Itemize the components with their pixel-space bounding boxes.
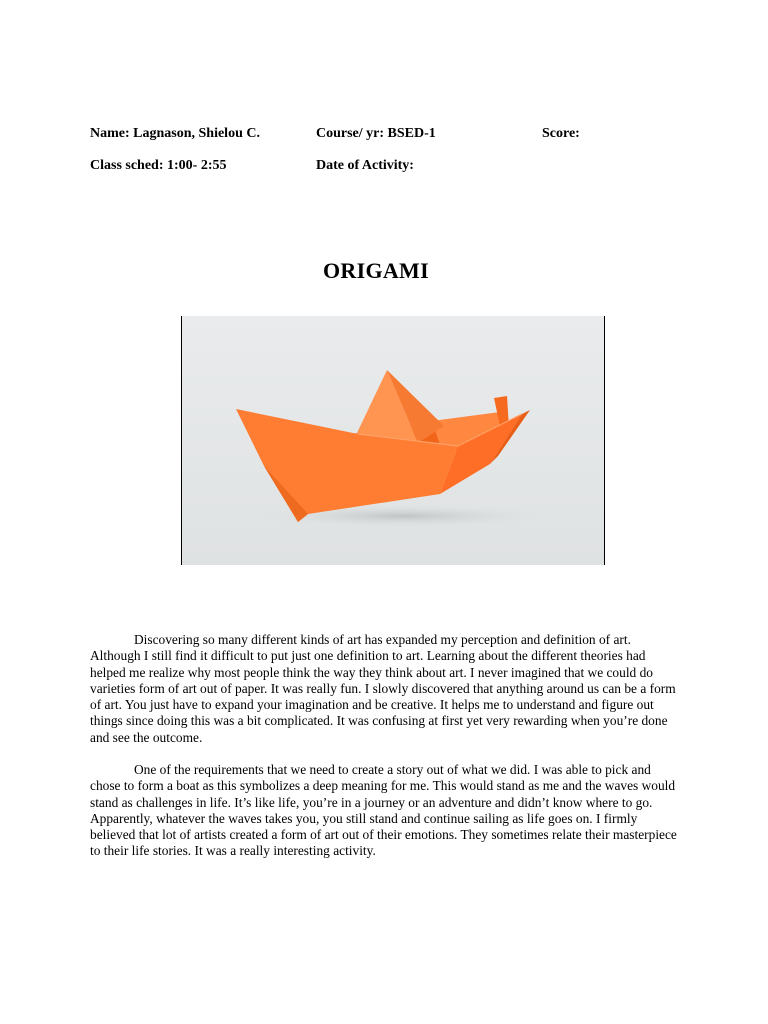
date-of-activity: Date of Activity: xyxy=(316,158,414,173)
paragraph-2: One of the requirements that we need to create a story out of what we did. I was able to pick and chose to form a boat as this symbolizes a deep meaning for me. This would stand as me and the waves would stand as challenges in life. It’s like life, you’re in a journey or an adventure and didn’t know where to go. Apparently, whatever the waves takes you, you still stand and continue sailing as life goes on. I firmly believed that lot of artists created a form of art out of their emotions. They sometimes relate their masterpiece to their life stories. It was a really interesting activity. xyxy=(90,762,677,859)
score-label: Score: xyxy=(542,126,580,141)
student-name: Name: Lagnason, Shielou C. xyxy=(90,126,260,141)
course-year: Course/ yr: BSED-1 xyxy=(316,126,436,141)
paper-boat-illustration xyxy=(182,316,605,565)
page-title: ORIGAMI xyxy=(323,258,429,283)
class-schedule: Class sched: 1:00- 2:55 xyxy=(90,158,227,173)
origami-boat-photo xyxy=(181,316,605,565)
paragraph-1: Discovering so many different kinds of art has expanded my perception and definition of art. Although I still find it difficult to put just one definition to art. Learning about the different theories had helped me realize why most people think the way they think about art. I never imagined that we could do varieties form of art out of paper. It was really fun. I slowly discovered that anything around us can be a form of art. You just have to expand your imagination and be creative. It helps me to understand and figure out things since doing this was a bit complicated. It was confusing at first yet very rewarding when you’re done and see the outcome. xyxy=(90,632,676,745)
